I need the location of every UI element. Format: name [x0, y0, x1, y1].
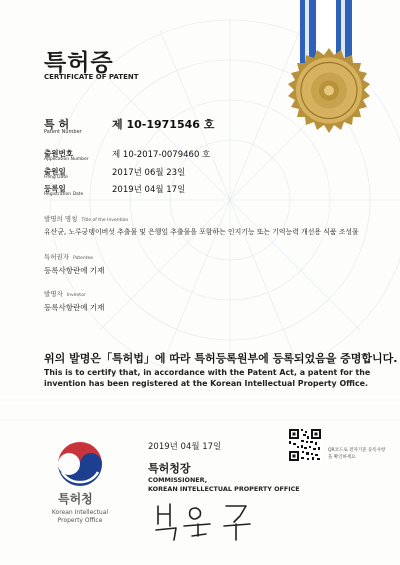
invention-label: [44, 214, 128, 223]
commissioner-title-ko: 특허청장: [148, 462, 191, 475]
qr-code-icon[interactable]: [288, 428, 322, 462]
inventor-label-en: Inventor: [66, 293, 86, 298]
patentee-value: 등록사항란에 기재: [44, 266, 105, 275]
kipo-name-en-line-2: Property Office: [57, 517, 103, 524]
application-number-label: 출원번호: [44, 149, 73, 158]
kipo-name-ko: 특허청: [58, 492, 93, 506]
application-number-label-en: Application Number: [44, 157, 89, 162]
registration-date-label: 등록일: [44, 184, 66, 193]
commissioner-signature: [148, 494, 268, 544]
filing-date-value: 2017년 06월 23일: [112, 168, 186, 178]
patentee-label-ko: 특허권자: [44, 253, 70, 261]
patentee-label: [44, 252, 93, 261]
certificate-title-en: CERTIFICATE OF PATENT: [44, 73, 139, 81]
issue-date: 2019년 04월 17일: [148, 442, 222, 452]
gold-seal-icon: [284, 48, 374, 138]
registration-date-value: 2019년 04월 17일: [112, 185, 186, 195]
patent-number-label: 특 허: [44, 118, 70, 131]
patentee-label-en: Patentee: [73, 256, 94, 261]
commissioner-title-en: [148, 476, 300, 494]
commissioner-line-1: COMMISSIONER,: [148, 476, 208, 484]
inventor-label-ko: 발명자: [44, 290, 63, 298]
filing-date-label: 출원일: [44, 167, 66, 176]
invention-label-ko: 발명의 명칭: [44, 215, 78, 223]
patent-number-label-en: Patent Number: [44, 129, 82, 135]
invention-label-en: Title of the Invention: [81, 218, 129, 223]
invention-title-value: 유산균, 노루궁뎅이버섯 추출물 및 은행잎 추출물을 포함하는 인지기능 또는 기억능력 개선용 식품 조성물: [44, 228, 359, 236]
certificate-title: 특허증: [44, 50, 114, 76]
registration-date-label-en: Registration Date: [44, 192, 84, 197]
kipo-name-en: [40, 509, 120, 525]
inventor-value: 등록사항란에 기재: [44, 303, 105, 312]
kipo-logo-icon: [52, 438, 108, 490]
kipo-name-en-line-1: Korean Intellectual: [51, 509, 109, 516]
certification-text-en: This is to certify that, in accordance with the Patent Act, a patent for the invention has been registered at the Korean Intellectual Property Office.: [44, 368, 371, 388]
filing-date-label-en: Filing Date: [44, 175, 68, 180]
inventor-label: [44, 289, 86, 298]
application-number-value: 제 10-2017-0079460 호: [112, 150, 211, 160]
commissioner-line-2: KOREAN INTELLECTUAL PROPERTY OFFICE: [148, 485, 300, 493]
patent-number-value: 제 10-1971546 호: [112, 118, 215, 131]
certification-text-ko: 위의 발명은「특허법」에 따라 특허등록원부에 등록되었음을 증명합니다.: [44, 352, 398, 365]
qr-instruction-text: QR코드로 전자기준 등록사항을 확인하세요: [328, 448, 386, 460]
